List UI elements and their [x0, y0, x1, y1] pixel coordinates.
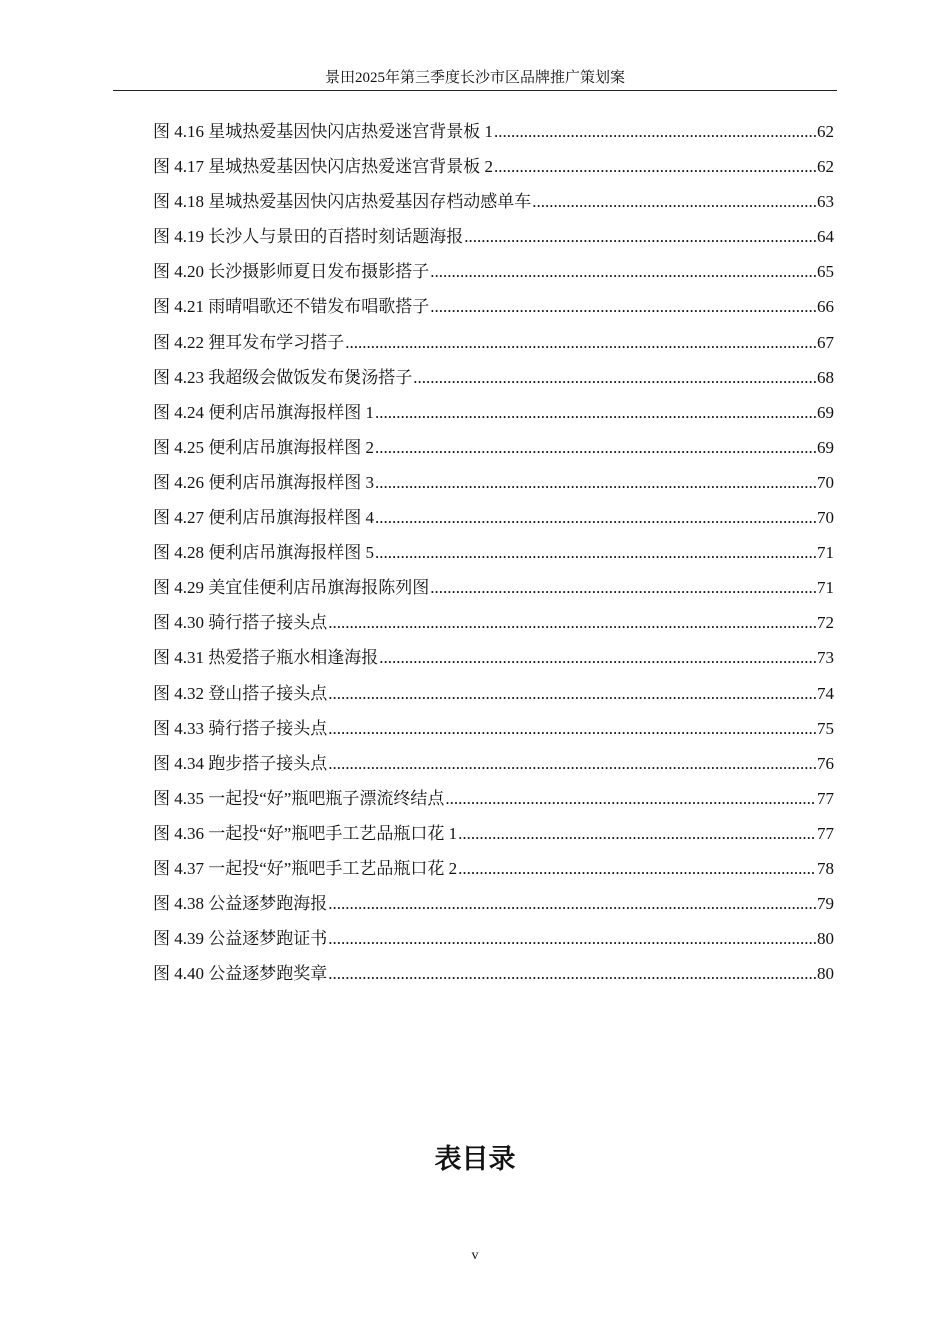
toc-entry[interactable]: [153, 890, 834, 925]
toc-entry[interactable]: [153, 434, 834, 469]
toc-dot-leader: [345, 329, 816, 356]
toc-dot-leader: [328, 715, 816, 742]
toc-dot-leader: [375, 434, 816, 461]
toc-entry[interactable]: [153, 609, 834, 644]
toc-entry[interactable]: [153, 539, 834, 574]
toc-entry-label: 图 4.18 星城热爱基因快闪店热爱基因存档动感单车: [153, 192, 532, 212]
toc-entry[interactable]: [153, 574, 834, 609]
toc-entry-label: 图 4.26 便利店吊旗海报样图 3: [153, 472, 374, 492]
toc-entry-label: 图 4.28 便利店吊旗海报样图 5: [153, 543, 374, 563]
toc-entry-label: 图 4.23 我超级会做饭发布煲汤搭子: [153, 367, 413, 387]
toc-entry-label: 图 4.31 热爱搭子瓶水相逢海报: [153, 648, 379, 668]
toc-entry-label: 图 4.20 长沙摄影师夏日发布摄影搭子: [153, 262, 430, 282]
toc-entry-page: 62: [817, 157, 834, 177]
toc-entry[interactable]: [153, 925, 834, 960]
toc-entry[interactable]: [153, 293, 834, 328]
toc-dot-leader: [413, 364, 816, 391]
toc-entry-page: 67: [817, 332, 834, 352]
toc-entry-page: 66: [817, 297, 834, 317]
toc-entry-page: 74: [817, 683, 834, 703]
toc-entry-label: 图 4.24 便利店吊旗海报样图 1: [153, 402, 374, 422]
toc-dot-leader: [375, 399, 816, 426]
toc-entry-page: 77: [817, 788, 834, 808]
toc-entry-page: 70: [817, 472, 834, 492]
toc-dot-leader: [458, 855, 816, 882]
toc-entry-label: 图 4.22 狸耳发布学习搭子: [153, 332, 345, 352]
toc-entry-page: 71: [817, 543, 834, 563]
page-number: v: [471, 1248, 479, 1263]
toc-dot-leader: [458, 820, 816, 847]
toc-entry-page: 80: [817, 929, 834, 949]
toc-entry-label: 图 4.36 一起投“好”瓶吧手工艺品瓶口花 1: [153, 823, 458, 843]
toc-dot-leader: [430, 258, 816, 285]
toc-entry-label: 图 4.25 便利店吊旗海报样图 2: [153, 437, 374, 457]
toc-entry-page: 70: [817, 508, 834, 528]
toc-entry[interactable]: [153, 960, 834, 995]
toc-entry[interactable]: [153, 399, 834, 434]
toc-entry-label: 图 4.21 雨晴唱歌还不错发布唱歌搭子: [153, 297, 430, 317]
toc-entry-label: 图 4.16 星城热爱基因快闪店热爱迷宫背景板 1: [153, 122, 493, 141]
toc-entry[interactable]: [153, 118, 834, 153]
toc-entry[interactable]: [153, 750, 834, 785]
toc-entry-page: 76: [817, 753, 834, 773]
toc-entry-page: 75: [817, 718, 834, 738]
toc-dot-leader: [328, 960, 816, 987]
toc-entry[interactable]: [153, 329, 834, 364]
toc-entry-label: 图 4.35 一起投“好”瓶吧瓶子漂流终结点: [153, 788, 445, 808]
toc-dot-leader: [328, 750, 816, 777]
section-title: 表目录: [434, 1144, 516, 1175]
toc-entry-page: 62: [817, 122, 834, 141]
toc-dot-leader: [328, 890, 816, 917]
toc-dot-leader: [494, 153, 816, 180]
toc-entry-page: 78: [817, 858, 834, 878]
toc-entry[interactable]: [153, 469, 834, 504]
toc-dot-leader: [328, 609, 816, 636]
toc-dot-leader: [494, 118, 816, 145]
toc-entry-page: 63: [817, 192, 834, 212]
toc-entry-label: 图 4.19 长沙人与景田的百搭时刻话题海报: [153, 227, 464, 247]
toc-entry-page: 64: [817, 227, 834, 247]
toc-entry-page: 72: [817, 613, 834, 633]
toc-dot-leader: [375, 469, 816, 496]
toc-entry-page: 69: [817, 402, 834, 422]
toc-entry[interactable]: [153, 644, 834, 679]
toc-entry[interactable]: [153, 223, 834, 258]
toc-dot-leader: [430, 574, 816, 601]
toc-entry[interactable]: [153, 680, 834, 715]
toc-dot-leader: [430, 293, 816, 320]
toc-entry-page: 68: [817, 367, 834, 387]
toc-entry[interactable]: [153, 504, 834, 539]
toc-dot-leader: [445, 785, 816, 812]
toc-entry[interactable]: [153, 855, 834, 890]
toc-dot-leader: [328, 680, 816, 707]
toc-entry-label: 图 4.32 登山搭子接头点: [153, 683, 328, 703]
toc-dot-leader: [375, 539, 816, 566]
toc-entry[interactable]: [153, 258, 834, 293]
toc-entry-label: 图 4.33 骑行搭子接头点: [153, 718, 328, 738]
toc-entry[interactable]: [153, 364, 834, 399]
toc-entry-page: 65: [817, 262, 834, 282]
header-rule: [113, 90, 837, 91]
toc-dot-leader: [328, 925, 816, 952]
toc-entry-label: 图 4.40 公益逐梦跑奖章: [153, 964, 328, 984]
toc-entry-label: 图 4.27 便利店吊旗海报样图 4: [153, 508, 374, 528]
toc-entry-page: 73: [817, 648, 834, 668]
toc-entry[interactable]: [153, 785, 834, 820]
toc-entry-label: 图 4.37 一起投“好”瓶吧手工艺品瓶口花 2: [153, 858, 458, 878]
toc-dot-leader: [464, 223, 816, 250]
page-header: 景田2025年第三季度长沙市区品牌推广策划案: [324, 70, 625, 86]
toc-dot-leader: [379, 644, 816, 671]
toc-entry-label: 图 4.17 星城热爱基因快闪店热爱迷宫背景板 2: [153, 157, 493, 177]
figure-toc-list: [153, 118, 834, 995]
toc-entry-page: 80: [817, 964, 834, 984]
toc-entry-page: 69: [817, 437, 834, 457]
toc-entry[interactable]: [153, 820, 834, 855]
toc-entry-page: 71: [817, 578, 834, 598]
toc-entry-label: 图 4.38 公益逐梦跑海报: [153, 894, 328, 914]
toc-dot-leader: [375, 504, 816, 531]
toc-entry[interactable]: [153, 188, 834, 223]
toc-entry[interactable]: [153, 153, 834, 188]
toc-dot-leader: [532, 188, 816, 215]
toc-entry-label: 图 4.29 美宜佳便利店吊旗海报陈列图: [153, 578, 430, 598]
toc-entry-page: 77: [817, 823, 834, 843]
toc-entry[interactable]: [153, 715, 834, 750]
toc-entry-label: 图 4.39 公益逐梦跑证书: [153, 929, 328, 949]
toc-entry-label: 图 4.30 骑行搭子接头点: [153, 613, 328, 633]
toc-entry-page: 79: [817, 894, 834, 914]
toc-entry-label: 图 4.34 跑步搭子接头点: [153, 753, 328, 773]
